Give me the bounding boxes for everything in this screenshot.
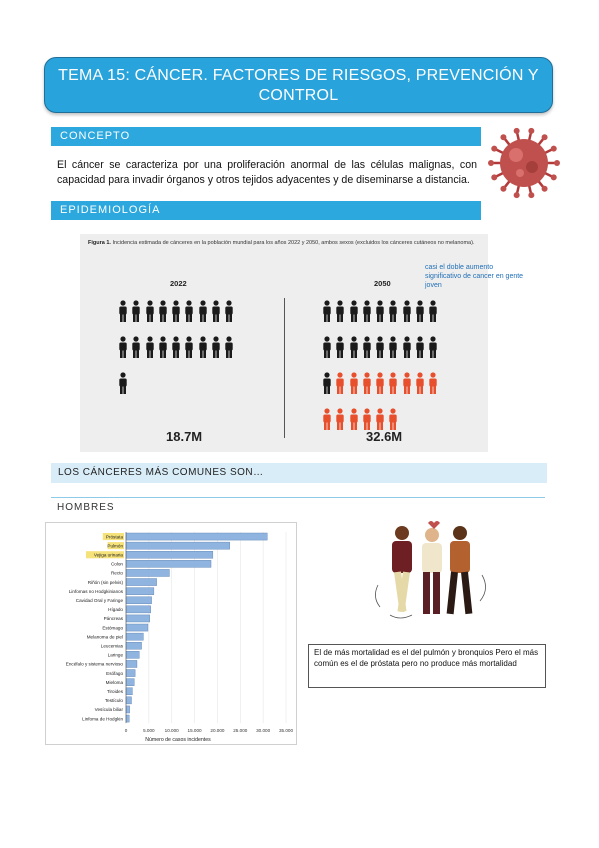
person-icon (362, 336, 372, 358)
person-icon (335, 408, 345, 430)
person-icon (362, 408, 372, 430)
person-icon (415, 336, 425, 358)
concepto-text: El cáncer se caracteriza por una proliferación anormal de las células malignas, con capacidad para invadir órganos y otros tejidos adyacentes y de diseminarse a distancia. (57, 159, 477, 186)
figure-caption-label: Figura 1. (88, 240, 111, 246)
chart-container (45, 522, 297, 745)
person-icon (402, 300, 412, 322)
person-icon (322, 408, 332, 430)
person-icon (322, 372, 332, 394)
section-concepto: CONCEPTO (51, 127, 481, 146)
person-icon (184, 300, 194, 322)
person-icon (322, 300, 332, 322)
chart-bar (126, 579, 157, 586)
chart-bar (126, 569, 169, 576)
info-box: El de más mortalidad es el del pulmón y bronquios Pero el más común es el de próstata pero no produce más mortalidad (308, 644, 546, 688)
chart-bar (126, 697, 131, 704)
person-icon (198, 300, 208, 322)
category-label: Encéfalo y sistema nervioso (65, 661, 123, 667)
person-icon (349, 300, 359, 322)
person-icon (415, 372, 425, 394)
person-icon (322, 336, 332, 358)
person-icon (171, 336, 181, 358)
category-label: Testículo (104, 698, 123, 704)
category-label: Vesícula biliar (94, 707, 123, 713)
person-icon (145, 336, 155, 358)
person-icon (362, 300, 372, 322)
person-icon (158, 300, 168, 322)
person-icon (171, 300, 181, 322)
chart-bar (126, 660, 137, 667)
person-icon (335, 372, 345, 394)
category-label: Pulmón (107, 543, 123, 549)
person-icon (224, 300, 234, 322)
category-label: Próstata (105, 534, 123, 540)
person-icon (402, 336, 412, 358)
divider-line (51, 497, 545, 498)
person-icon (335, 336, 345, 358)
person-icon (388, 408, 398, 430)
chart-bar (126, 597, 152, 604)
category-label: Cavidad Oral y Faringe (75, 597, 123, 603)
person-icon (349, 408, 359, 430)
category-label: Estómago (102, 625, 123, 631)
person-icon (158, 336, 168, 358)
section-epidemiologia: EPIDEMIOLOGÍA (51, 201, 481, 220)
total-2050: 32.6M (366, 429, 403, 444)
category-label: Hígado (108, 607, 123, 613)
figure-divider (284, 298, 285, 438)
chart-bar (126, 651, 139, 658)
chart-bar (126, 715, 129, 722)
chart-bar (126, 670, 135, 677)
total-2022: 18.7M (166, 429, 203, 444)
person-icon (211, 300, 221, 322)
people-group-2050 (322, 300, 452, 420)
category-label: Páncreas (103, 616, 123, 622)
virus-icon (488, 127, 560, 199)
person-icon (211, 336, 221, 358)
person-icon (362, 372, 372, 394)
person-icon (428, 300, 438, 322)
chart-bar (126, 542, 230, 549)
person-icon (118, 372, 128, 394)
chart-bar (126, 633, 143, 640)
x-tick-label: 15.000 (187, 728, 202, 734)
person-icon (349, 336, 359, 358)
category-label: Tiroides (106, 688, 123, 694)
chart-bar (126, 679, 134, 686)
person-icon (131, 300, 141, 322)
person-icon (388, 336, 398, 358)
chart-bar (126, 588, 154, 595)
figure-caption (88, 239, 484, 247)
page-title: TEMA 15: CÁNCER. FACTORES DE RIESGOS, PREVENCIÓN Y CONTROL (44, 57, 553, 113)
category-label: Riñón (sin pelvis) (87, 579, 123, 585)
category-label: Melanoma de piel (86, 634, 123, 640)
category-label: Vejiga urinaria (93, 552, 123, 558)
section-hombres: HOMBRES (57, 502, 115, 513)
year-2050: 2050 (374, 279, 391, 288)
category-label: Mieloma (105, 679, 123, 685)
x-tick-label: 25.000 (233, 728, 248, 734)
person-icon (388, 300, 398, 322)
category-label: Linfomas no Hodgkinianos (68, 588, 123, 594)
chart-bar (126, 642, 142, 649)
men-illustration-icon (370, 515, 490, 630)
person-icon (402, 372, 412, 394)
person-icon (375, 408, 385, 430)
figure-caption-text: Incidencia estimada de cánceres en la población mundial para los años 2022 y 2050, ambos sexos (excluidos los cánceres cutáneos no melanoma). (110, 240, 475, 246)
person-icon (388, 372, 398, 394)
x-tick-label: 0 (124, 728, 128, 734)
people-group-2022 (118, 300, 248, 360)
chart-bar (126, 606, 151, 613)
chart-bar (126, 615, 150, 622)
x-tick-label: 5.000 (143, 728, 155, 734)
person-icon (428, 336, 438, 358)
chart-bar (126, 551, 213, 558)
x-axis-label: Número de casos incidentes (145, 737, 211, 744)
person-icon (224, 336, 234, 358)
category-label: Colon (110, 561, 123, 567)
chart-bar (126, 688, 132, 695)
chart-bar (126, 624, 148, 631)
person-icon (375, 300, 385, 322)
annotation-note: casi el doble aumento significativo de cancer en gente joven (425, 264, 524, 289)
person-icon (335, 300, 345, 322)
person-icon (145, 300, 155, 322)
x-tick-label: 30.000 (256, 728, 271, 734)
category-label: Linfoma de Hodgkin (82, 716, 123, 722)
year-2022: 2022 (170, 279, 187, 288)
category-label: Leucemias (100, 643, 123, 649)
category-label: Laringe (107, 652, 123, 658)
person-icon (375, 372, 385, 394)
category-label: Recto (110, 570, 123, 576)
chart-bar (126, 560, 211, 567)
person-icon (184, 336, 194, 358)
x-tick-label: 20.000 (210, 728, 225, 734)
x-tick-label: 35.000 (278, 728, 294, 734)
x-tick-label: 10.000 (164, 728, 179, 734)
person-icon (349, 372, 359, 394)
chart-bar (126, 706, 130, 713)
person-icon (415, 300, 425, 322)
person-icon (375, 336, 385, 358)
person-icon (428, 372, 438, 394)
bar-chart (46, 523, 296, 744)
chart-bar (126, 533, 267, 540)
section-comunes: LOS CÁNCERES MÁS COMUNES SON… (51, 463, 547, 483)
person-icon (198, 336, 208, 358)
person-icon (131, 336, 141, 358)
person-icon (118, 300, 128, 322)
category-label: Esófago (106, 670, 123, 676)
person-icon (118, 336, 128, 358)
